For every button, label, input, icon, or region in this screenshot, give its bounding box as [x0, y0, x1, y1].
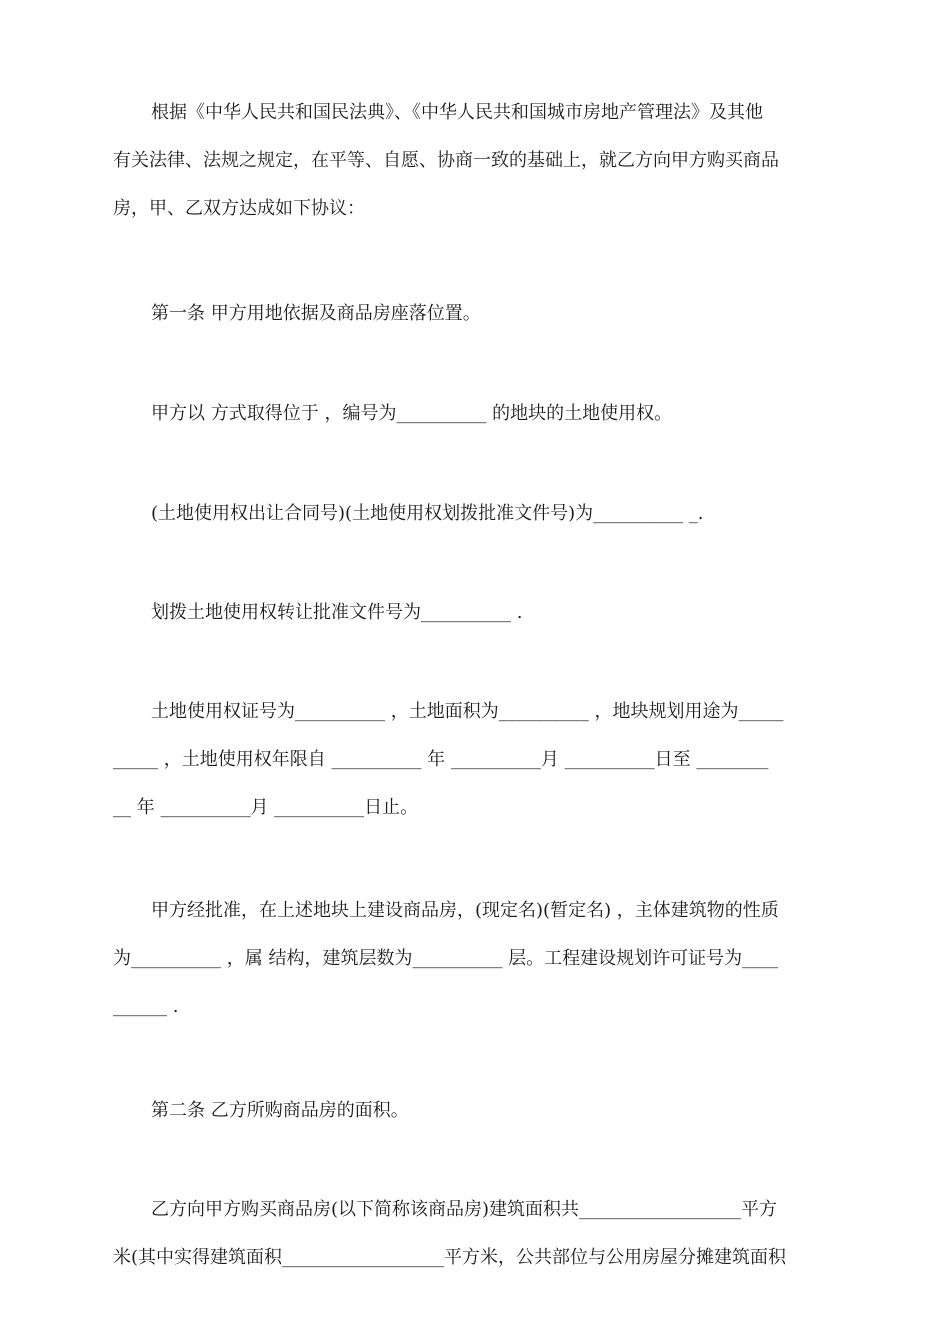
paragraph-intro — [113, 89, 838, 233]
paragraph-purchase-area — [113, 1186, 838, 1282]
paragraph-land-contract-number — [113, 490, 838, 538]
text-line: 甲方经批准，在上述地块上建设商品房，(现定名)(暂定名) ，主体建筑物的性质 — [151, 900, 779, 921]
text-line: 土地使用权证号为__________ ，土地面积为__________ ，地块规划用途为_____ — [151, 701, 784, 722]
paragraph-transfer-approval-number — [113, 589, 838, 637]
text-line: 乙方向甲方购买商品房(以下简称该商品房)建筑面积共__________________平方 — [151, 1199, 778, 1220]
text-line: __ 年 __________月 __________日止。 — [113, 797, 419, 818]
text-line: (土地使用权出让合同号)(土地使用权划拨批准文件号)为__________ _. — [151, 503, 704, 524]
text-line: 第一条 甲方用地依据及商品房座落位置。 — [151, 303, 481, 324]
text-line: 根据《中华人民共和国民法典》、《中华人民共和国城市房地产管理法》及其他 — [151, 102, 763, 123]
article-1-heading — [113, 290, 838, 338]
text-line: 第二条 乙方所购商品房的面积。 — [151, 1100, 409, 1121]
text-line: 房，甲、乙双方达成如下协议： — [113, 198, 365, 219]
paragraph-building-approval — [113, 887, 838, 1031]
paragraph-land-acquisition — [113, 390, 838, 438]
paragraph-land-certificate — [113, 688, 838, 832]
article-2-heading — [113, 1087, 838, 1135]
text-line: 甲方以 方式取得位于 ，编号为__________ 的地块的土地使用权。 — [151, 403, 673, 424]
text-line: 米(其中实得建筑面积__________________平方米，公共部位与公用房屋分摊建筑面积 — [113, 1247, 787, 1268]
text-line: 划拨土地使用权转让批准文件号为__________ . — [151, 602, 523, 623]
text-line: 有关法律、法规之规定，在平等、自愿、协商一致的基础上，就乙方向甲方购买商品 — [113, 150, 779, 171]
text-line: ______ . — [113, 996, 179, 1017]
text-line: _____ ，土地使用权年限自 __________ 年 __________月 __________日至 ________ — [113, 749, 769, 770]
text-line: 为__________ ，属 结构，建筑层数为__________ 层。工程建设规划许可证号为____ — [113, 948, 779, 969]
